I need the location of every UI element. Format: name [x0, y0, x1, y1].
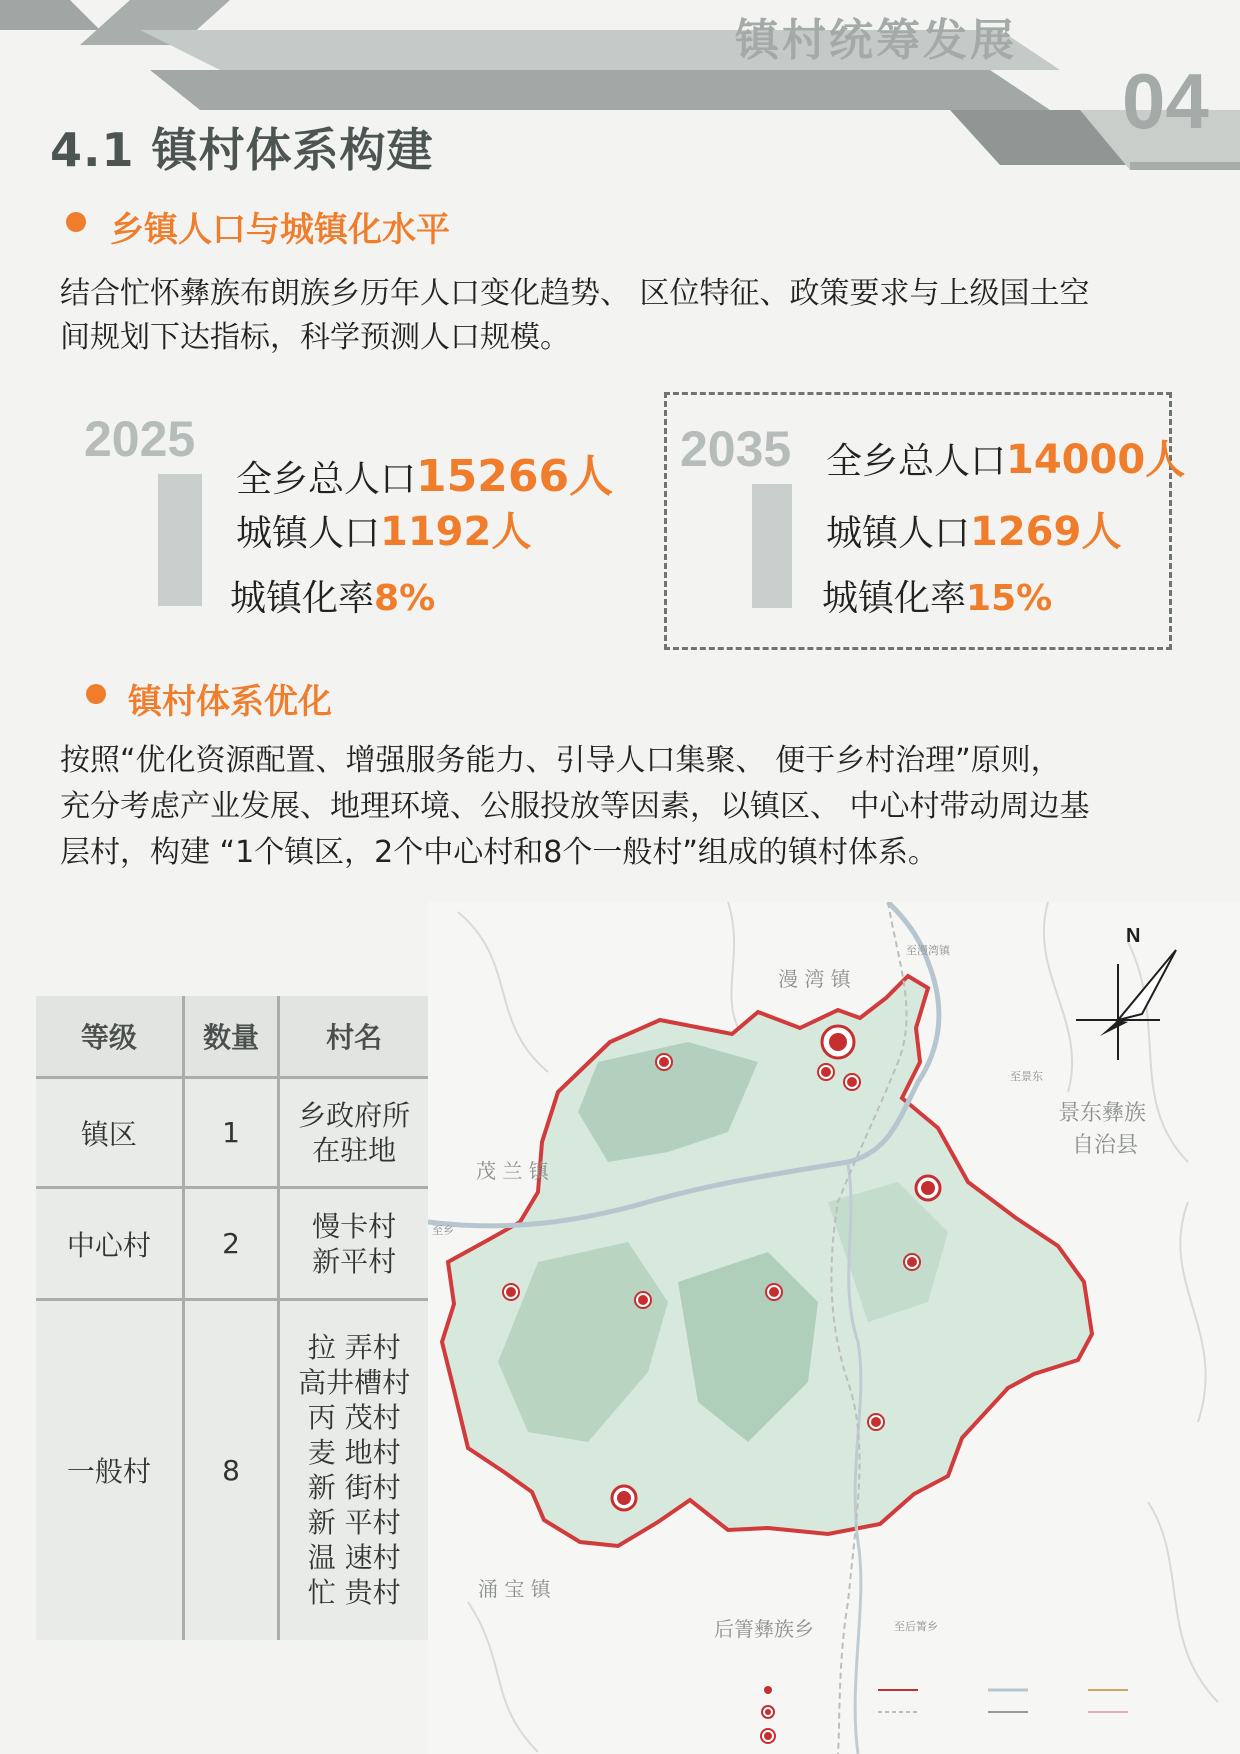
total-pop-2025: 全乡总人口15266人 [236, 451, 614, 502]
paragraph-line: 充分考虑产业发展、地理环境、公服投放等因素，以镇区、 中心村带动周边基 [60, 789, 1090, 824]
section-title: 4.1 镇村体系构建 [50, 123, 434, 177]
map-label-left-road: 至乡 [432, 1224, 454, 1237]
map-label-top-road: 至漫湾镇 [906, 944, 950, 957]
population-intro [60, 272, 1210, 360]
year-2035: 2035 [680, 421, 792, 477]
map-label-jingdong: 自治县 [1072, 1133, 1139, 1158]
north-label: N [1126, 925, 1141, 947]
cell-level: 中心村 [36, 1188, 183, 1300]
header-names: 村名 [279, 996, 428, 1078]
cell-names: 拉 弄村 高井槽村 丙 茂村 麦 地村 新 街村 新 平村 温 速村 忙 贵村 [279, 1300, 428, 1640]
chapter-number: 04 [1122, 57, 1209, 145]
map-label-yongbao: 涌 宝 镇 [478, 1577, 551, 1601]
map-label-right-road: 至景东 [1010, 1070, 1043, 1083]
bullet-icon [66, 212, 86, 232]
year-2025: 2025 [84, 411, 196, 467]
urban-pop-2035: 城镇人口1269人 [826, 509, 1122, 555]
urban-rate-2035-value: 15% [966, 578, 1053, 619]
system-heading: 镇村体系优化 [128, 682, 332, 722]
system-paragraph [60, 738, 1210, 876]
paragraph-line: 层村，构建 “1个镇区，2个中心村和8个一般村”组成的镇村体系。 [60, 835, 938, 870]
table-header-row [36, 996, 428, 1078]
table-row [36, 1300, 428, 1640]
cell-count: 8 [183, 1300, 279, 1640]
map-label-manwan: 漫 湾 镇 [778, 967, 851, 991]
header-count: 数量 [183, 996, 279, 1078]
map-label-houqing: 后箐彝族乡 [714, 1617, 814, 1641]
cell-count: 1 [183, 1078, 279, 1188]
village-system-table [36, 996, 428, 1640]
urban-pop-2035-value: 1269人 [970, 509, 1122, 555]
map-label-maolan: 茂 兰 镇 [476, 1159, 549, 1183]
intro-line: 结合忙怀彝族布朗族乡历年人口变化趋势、 区位特征、政策要求与上级国土空 [60, 276, 1090, 311]
urban-pop-2025: 城镇人口1192人 [236, 509, 532, 555]
urban-pop-2025-value: 1192人 [380, 509, 532, 555]
population-heading: 乡镇人口与城镇化水平 [110, 210, 450, 250]
total-pop-2035: 全乡总人口14000人 [826, 437, 1186, 483]
urban-rate-2035: 城镇化率15% [822, 578, 1053, 619]
cell-count: 2 [183, 1188, 279, 1300]
table-row [36, 1078, 428, 1188]
year-bar [158, 474, 202, 606]
cell-names: 慢卡村 新平村 [279, 1188, 428, 1300]
urban-rate-2025-value: 8% [374, 578, 436, 619]
total-pop-2025-value: 15266人 [416, 451, 614, 502]
paragraph-line: 按照“优化资源配置、增强服务能力、引导人口集聚、 便于乡村治理”原则， [60, 743, 1061, 778]
cell-level: 一般村 [36, 1300, 183, 1640]
year-bar [752, 484, 792, 608]
table-row [36, 1188, 428, 1300]
total-pop-2035-value: 14000人 [1006, 437, 1186, 483]
urban-rate-2025: 城镇化率8% [230, 578, 436, 619]
bullet-icon [86, 684, 106, 704]
chapter-title: 镇村统筹发展 [735, 15, 1017, 66]
header-level: 等级 [36, 996, 183, 1078]
intro-line: 间规划下达指标，科学预测人口规模。 [60, 320, 570, 355]
map-label-bottom-road: 至后箐乡 [894, 1620, 938, 1633]
village-map [428, 902, 1240, 1754]
cell-level: 镇区 [36, 1078, 183, 1188]
map-label-jingdong: 景东彝族 [1058, 1101, 1147, 1126]
cell-names: 乡政府所 在驻地 [279, 1078, 428, 1188]
